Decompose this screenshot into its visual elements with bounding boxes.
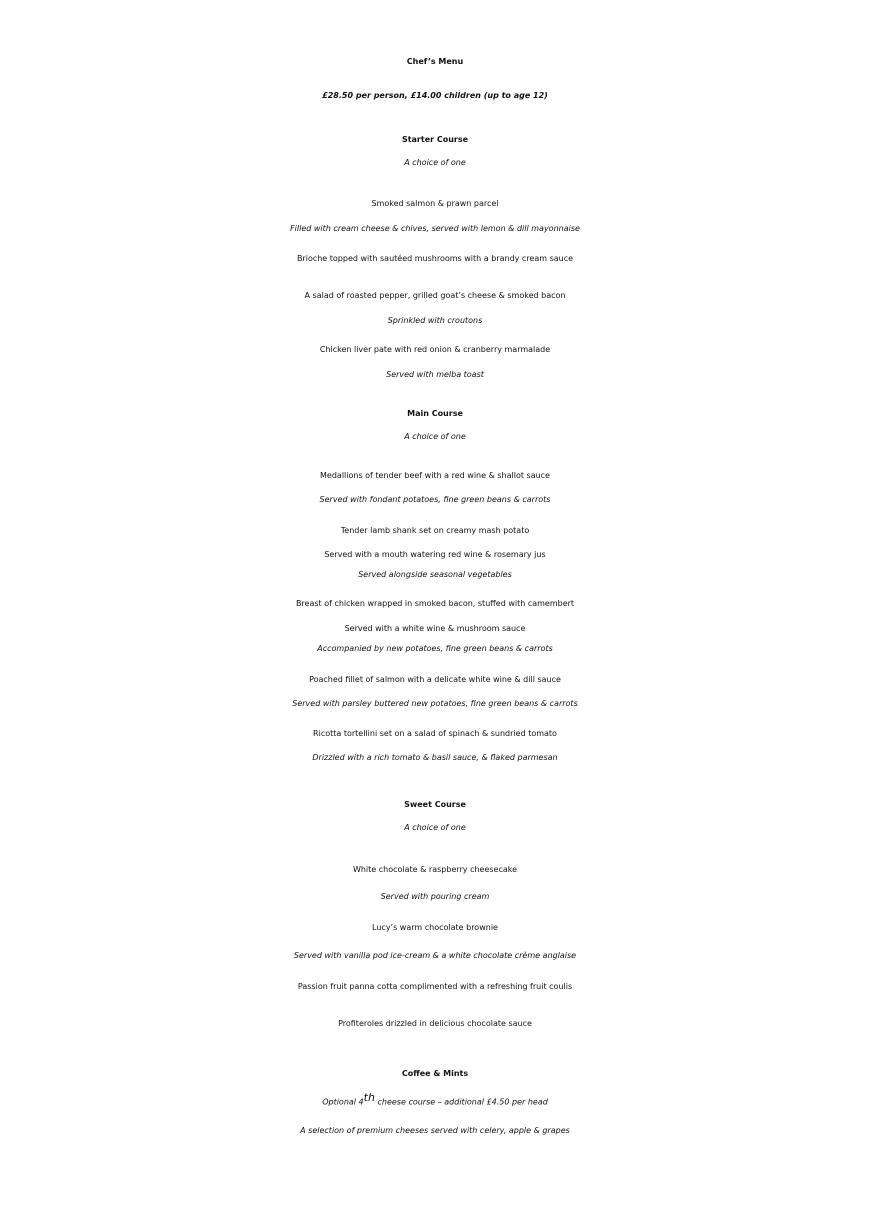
menu-title: Chef’s Menu — [406, 57, 464, 66]
sweet-dish: Passion fruit panna cotta complimented with a refreshing fruit coulis — [297, 982, 573, 991]
sweet-dish: White chocolate & raspberry cheesecake — [352, 865, 518, 874]
sweet-dish: Profiteroles drizzled in delicious chocolate sauce — [338, 1019, 532, 1028]
cheese-selection: A selection of premium cheeses served with celery, apple & grapes — [300, 1126, 570, 1135]
main-choice: A choice of one — [404, 432, 466, 441]
main-dish-note: Served with parsley buttered new potatoes, fine green beans & carrots — [292, 699, 578, 708]
main-dish-note: Served with a white wine & mushroom sauce — [344, 624, 526, 633]
starter-dish: Brioche topped with sautéed mushrooms with a brandy cream sauce — [296, 254, 574, 263]
main-dish-note: Served with fondant potatoes, fine green beans & carrots — [319, 495, 551, 504]
sweet-choice: A choice of one — [404, 823, 466, 832]
main-heading: Main Course — [407, 409, 463, 418]
price-line: £28.50 per person, £14.00 children (up to age 12) — [322, 91, 548, 100]
main-dish: Breast of chicken wrapped in smoked bacon, stuffed with camembert — [295, 599, 575, 608]
sweet-heading: Sweet Course — [404, 800, 466, 809]
starter-dish-note: Filled with cream cheese & chives, served with lemon & dill mayonnaise — [290, 224, 580, 233]
main-dish-note: Drizzled with a rich tomato & basil sauce, & flaked parmesan — [312, 753, 558, 762]
starter-dish: Smoked salmon & prawn parcel — [371, 199, 499, 208]
main-dish-note: Served alongside seasonal vegetables — [358, 570, 512, 579]
optional-cheese-course: Optional 4th cheese course – additional £4.50 per head — [322, 1091, 548, 1107]
starter-dish: Chicken liver pate with red onion & cranberry marmalade — [319, 345, 551, 354]
main-dish-note: Accompanied by new potatoes, fine green beans & carrots — [317, 644, 553, 653]
sweet-dish-note: Served with pouring cream — [380, 892, 490, 901]
starter-choice: A choice of one — [404, 158, 466, 167]
starter-dish-note: Sprinkled with croutons — [387, 316, 483, 325]
starter-dish-note: Served with melba toast — [386, 370, 484, 379]
main-dish: Tender lamb shank set on creamy mash potato — [340, 526, 530, 535]
main-dish: Ricotta tortellini set on a salad of spinach & sundried tomato — [313, 729, 557, 738]
main-dish: Poached fillet of salmon with a delicate white wine & dill sauce — [309, 675, 561, 684]
main-dish: Medallions of tender beef with a red wine & shallot sauce — [320, 471, 550, 480]
coffee-heading: Coffee & Mints — [401, 1069, 469, 1078]
starter-heading: Starter Course — [401, 135, 469, 144]
starter-dish: A salad of roasted pepper, grilled goat’s cheese & smoked bacon — [304, 291, 566, 300]
main-dish-note: Served with a mouth watering red wine & rosemary jus — [324, 550, 546, 559]
sweet-dish-note: Served with vanilla pod ice-cream & a white chocolate crème anglaise — [293, 951, 577, 960]
sweet-dish: Lucy’s warm chocolate brownie — [372, 923, 498, 932]
